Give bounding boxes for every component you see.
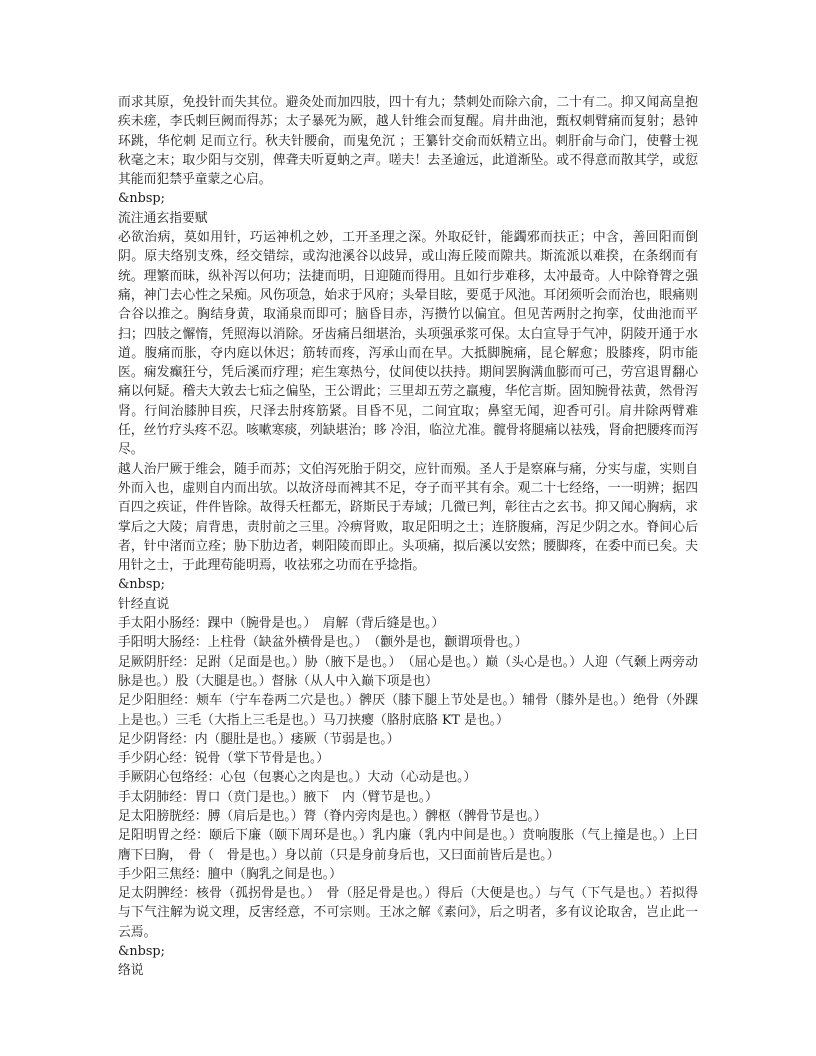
meridian-line: 足阳明胃之经：颐后下廉（颐下周环是也。）乳内廉（乳内中间是也。）贲响腹胀（气上撞是也。）上曰膺下曰胸， 骨（ 骨是也。）身以前（只是身前身后也，又曰面前皆后是也。）	[118, 828, 698, 863]
paragraph-closing-text: 而求其原，免投针而失其位。避灸处而加四肢，四十有九；禁刺处而除六俞，二十有二。抑又闻高皇抱疾未瘥，李氏刺巨阙而得苏；太子暴死为厥，越人针维会而复醒。肩井曲池，甄权刺臂痛而复射；悬钟环跳，华佗刺 足而立行。秋夫针腰俞，而鬼免沉 ；王纂针交俞而妖精立出。刺肝俞与命门，使瞽士视秋毫之末；取少阳与交别，俾聋夫听夏蚋之声。嗟夫！去圣逾远，此道渐坠。或不得意而散其学，或愆其能而犯禁乎童蒙之心启。	[118, 95, 698, 188]
meridian-line: 足少阴肾经：内（腿肚是也。）痿厥（节弱是也。）	[118, 731, 400, 747]
meridian-line: 足少阳胆经：颊车（宁车卷两二穴是也。）髀厌（膝下腿上节处是也。）辅骨（膝外是也。）绝骨（外踝上是也。）三毛（大指上三毛是也。）马刀挟瘿（胳肘底胳 KT 是也。）	[118, 693, 698, 728]
meridian-line: 足太阳膀胱经：膊（肩后是也。）膂（脊内旁肉是也。）髀枢（髀骨节是也。）	[118, 808, 547, 824]
meridian-line: 手厥阴心包络经：心包（包裹心之肉是也。）大动（心动是也。）	[118, 770, 477, 786]
paragraph: 必欲治病，莫如用针，巧运神机之妙，工开圣理之深。外取砭针，能蠲邪而扶正；中含，善回阳而倒阴。原夫络别支殊，经交错综，或沟池溪谷以歧异，或山海丘陵而隙共。斯流派以难揆，在条纲而有统。理繁而昧，纵补泻以何功；法捷而明，日迎随而得用。且如行步难移，太冲最奇。人中除脊膂之强痛，神门去心性之呆痴。风伤项急，始求于风府；头晕目眩，要觅于风池。耳闭须听会而治也，眼痛则合谷以推之。胸结身黄，取涌泉而即可；脑昏目赤，泻攒竹以偏宜。但见苦两肘之拘挛，仗曲池而平扫；四肢之懈惰，凭照海以消除。牙齿痛吕细堪治，头项强承浆可保。太白宣导于气冲，阴陵开通于水道。腹痛而胀，夺内庭以休迟；筋转而疼，泻承山而在早。大抵脚腕痛，昆仑解愈；股膝疼，阴市能医。痫发癫狂兮，凭后溪而疗理；疟生寒热兮，仗间使以扶持。期间罢胸满血膨而可己，劳宫退胃翻心痛以何疑。稽夫大敦去七疝之偏坠，王公谓此；三里却五劳之羸瘦，华佗言斯。固知腕骨祛黄，然骨泻肾。行间治膝肿目疾，尺泽去肘疼筋紧。目昏不见，二间宜取；鼻窒无闻，迎香可引。肩井除两臂难任，丝竹疗头疼不忍。咳嗽寒痰，列缺堪治；眵 冷泪，临泣尤准。髋骨将腿痛以袪残，肾俞把腰疼而泻尽。	[118, 230, 698, 458]
paragraph: 越人治尸厥于维会，随手而苏；文伯泻死胎于阴交，应针而殒。圣人于是察麻与痛，分实与虚，实则自外而入也，虚则自内而出欤。以故济母而裨其不足，夺子而平其有余。观二十七经络，一一明辨；据四百四之疾证，件件皆除。故得夭枉都无，跻斯民于寿域；几微已判，彰往古之玄书。抑又闻心胸病，求掌后之大陵；肩背患，责肘前之三里。冷痹肾败，取足阳明之土；连脐腹痛，泻足少阴之水。脊间心后者，针中渚而立痊；胁下肋边者，刺阳陵而即止。头项痛，拟后溪以安然；腰脚疼，在委中而已矣。夫用针之士，于此理苟能明焉，收祛邪之功而在乎捻指。	[118, 461, 698, 574]
document-body	[118, 93, 698, 981]
section-title: 针经直说	[118, 596, 170, 612]
meridian-line: 手太阴肺经：胃口（贲门是也。）腋下 内（臂节是也。）	[118, 789, 438, 805]
meridian-line: 手少阳三焦经：膻中（胸乳之间是也。）	[118, 866, 342, 882]
meridian-line: 手阳明大肠经：上柱骨（缺盆外横骨是也。） （颧外是也，颧谓项骨也。）	[118, 635, 528, 651]
meridian-line: 手太阳小肠经：踝中（腕骨是也。） 肩解（背后缝是也。）	[118, 616, 445, 632]
meridian-line: 足太阴脾经：核骨（孤拐骨是也。） 骨（胫足骨是也。）得后（大便是也。）与气（下气是也。）若拟得与下气注解为说文理，反害经意，不可宗则。王冰之解《素问》，后之明者，多有议论取舍，岂止此一云焉。	[118, 886, 698, 940]
section-title: 流注通玄指要赋	[118, 210, 208, 226]
nbsp-separator: &nbsp;	[118, 191, 165, 207]
meridian-line: 足厥阴肝经：足跗（足面是也。）胁（腋下是也。） （屈心是也。）巅（头心是也。）人迎（气颡上两旁动脉是也。）股（大腿是也。）督脉（从人中入巅下项是也）	[118, 654, 698, 689]
nbsp-separator: &nbsp;	[118, 577, 165, 593]
nbsp-separator: &nbsp;	[118, 944, 165, 960]
section-title: 络说	[118, 963, 144, 979]
meridian-line: 手少阴心经：锐骨（掌下节骨是也。）	[118, 751, 330, 767]
